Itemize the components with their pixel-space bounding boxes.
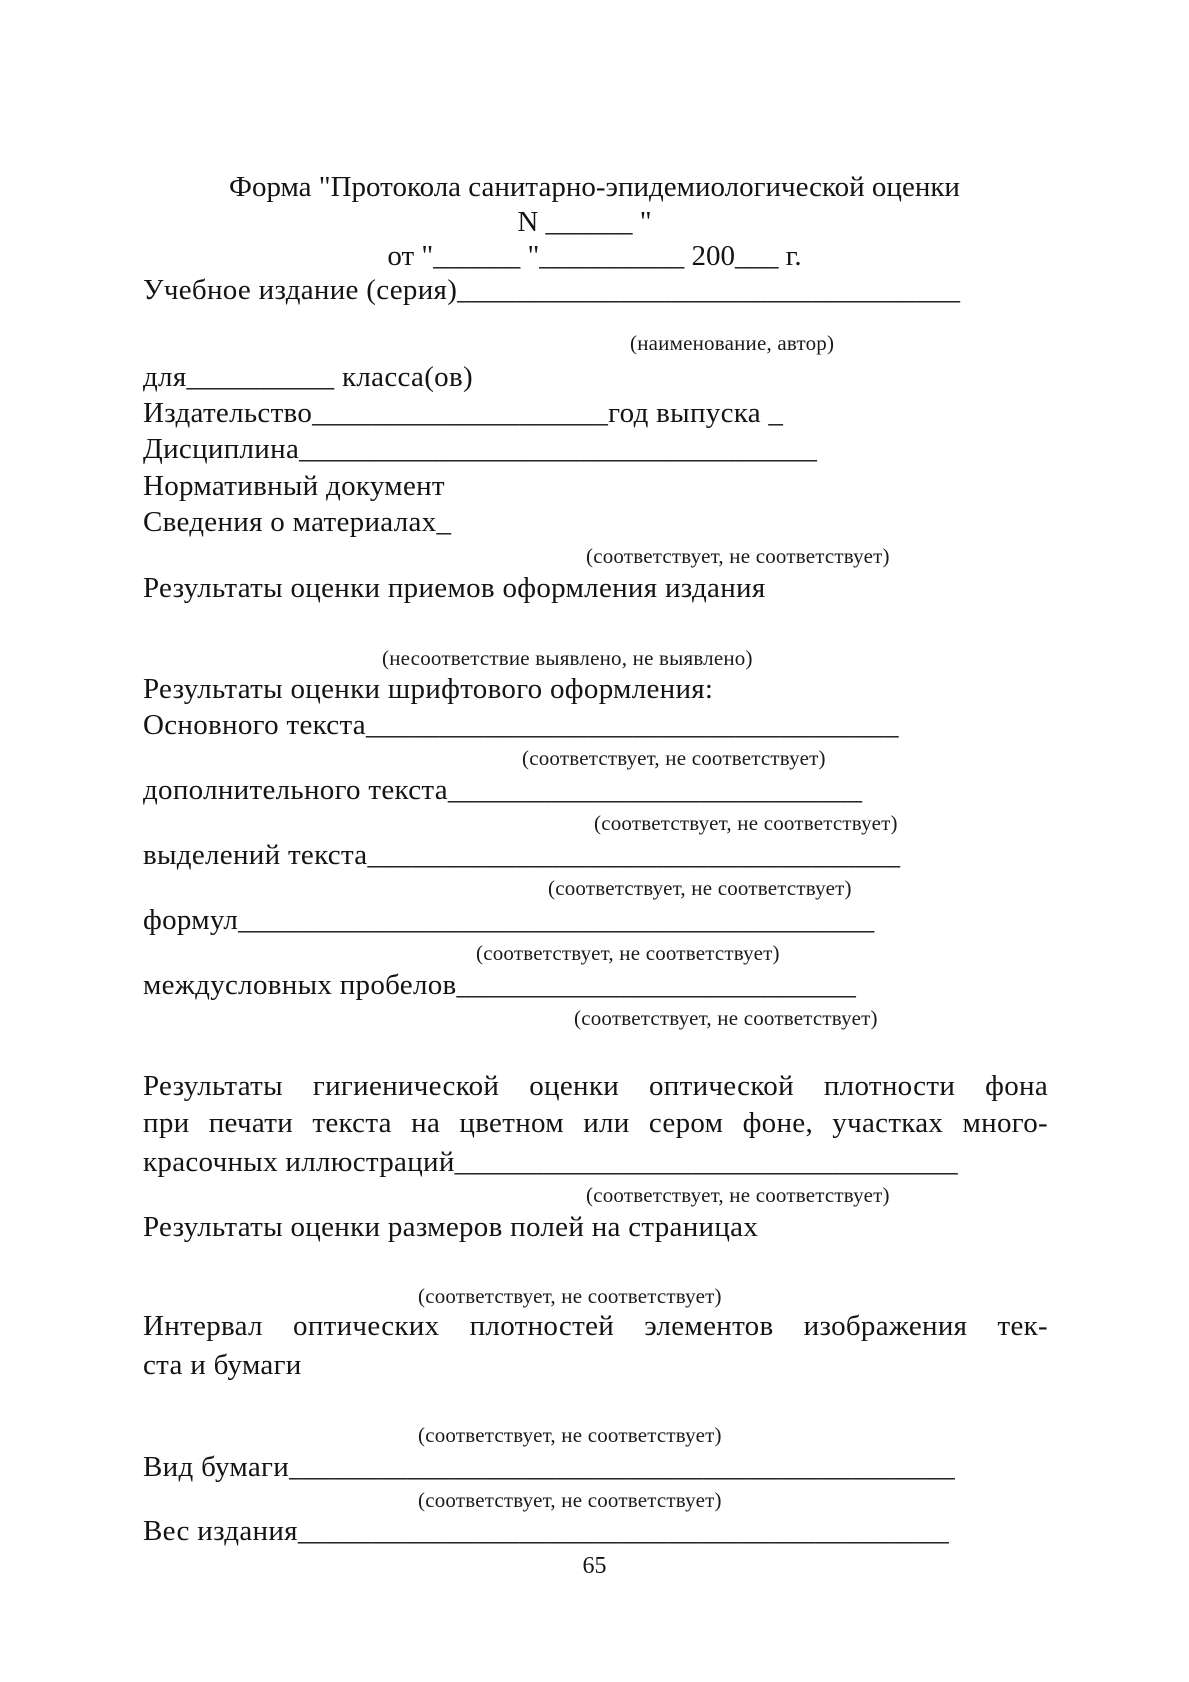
paper-note: (соответствует, не соответствует)	[418, 1488, 722, 1512]
highlights-note: (соответствует, не соответствует)	[548, 876, 852, 900]
weight-field: Вес издания____________________________________________	[143, 1515, 950, 1547]
density-paragraph-line-3: красочных иллюстраций__________________________________	[143, 1146, 958, 1178]
edition-field: Учебное издание (серия)__________________________________	[143, 274, 961, 306]
interval-line-1: Интервал оптических плотностей элементов изображения тек-	[143, 1310, 1048, 1342]
form-title-line-2: N ______ "	[517, 206, 652, 238]
interval-line-2: ста и бумаги	[143, 1349, 302, 1381]
density-note: (соответствует, не соответствует)	[586, 1183, 890, 1207]
page-number: 65	[582, 1553, 607, 1579]
form-title-line-3: от "______ "__________ 200___ г.	[387, 240, 802, 272]
density-paragraph-line-2: при печати текста на цветном или сером фоне, участках много-	[143, 1107, 1048, 1139]
interval-note: (соответствует, не соответствует)	[418, 1423, 722, 1447]
font-results-heading: Результаты оценки шрифтового оформления:	[143, 673, 714, 705]
grade-field: для__________ класса(ов)	[143, 361, 473, 393]
formulas-note: (соответствует, не соответствует)	[476, 941, 780, 965]
spacing-note: (соответствует, не соответствует)	[574, 1006, 878, 1030]
extra-text-field: дополнительного текста____________________________	[143, 774, 863, 806]
discipline-field: Дисциплина___________________________________	[143, 433, 818, 465]
main-text-field: Основного текста____________________________________	[143, 709, 899, 741]
highlights-field: выделений текста____________________________________	[143, 839, 901, 871]
formulas-field: формул___________________________________________	[143, 904, 875, 936]
materials-field: Сведения о материалах_	[143, 506, 452, 538]
edition-note: (наименование, автор)	[630, 331, 835, 355]
spacing-field: междусловных пробелов___________________________	[143, 969, 857, 1001]
margins-note: (соответствует, не соответствует)	[418, 1284, 722, 1308]
design-note: (несоответствие выявлено, не выявлено)	[382, 646, 753, 670]
margins-field: Результаты оценки размеров полей на страницах	[143, 1211, 759, 1243]
materials-note: (соответствует, не соответствует)	[586, 544, 890, 568]
paper-field: Вид бумаги_____________________________________________	[143, 1451, 956, 1483]
form-title-line-1: Форма "Протокола санитарно-эпидемиологической оценки	[229, 171, 960, 203]
normative-document-field: Нормативный документ	[143, 470, 445, 502]
main-text-note: (соответствует, не соответствует)	[522, 746, 826, 770]
design-results-field: Результаты оценки приемов оформления издания	[143, 572, 766, 604]
density-paragraph-line-1: Результаты гигиенической оценки оптической плотности фона	[143, 1070, 1048, 1102]
extra-text-note: (соответствует, не соответствует)	[594, 811, 898, 835]
publisher-field: Издательство____________________год выпуска _	[143, 397, 784, 429]
